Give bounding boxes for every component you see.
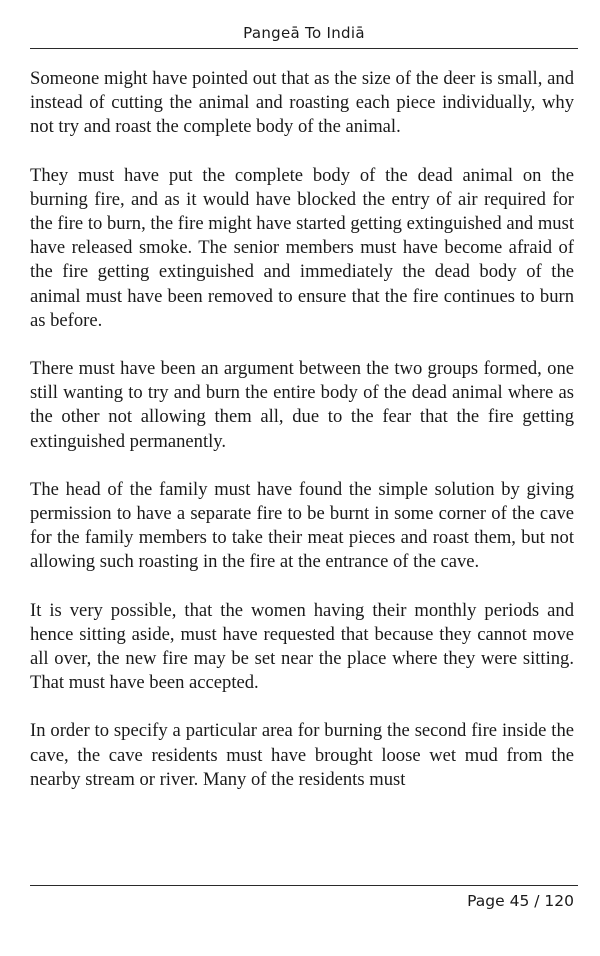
paragraph: In order to specify a particular area for burning the second fire inside the cave, the cave residents must have brought loose wet mud from the nearby stream or river. Many of the residents must [30,720,574,790]
paragraph: They must have put the complete body of the dead animal on the burning fire, and as it would have blocked the entry of air required for the fire to burn, the fire might have started getting extinguished and must have released smoke. The senior members must have become afraid of the fire getting extinguished and immediately the dead body of the animal must have been removed to ensure that the fire continues to burn as before. [30,164,574,331]
paragraph: There must have been an argument between the two groups formed, one still wanting to try and burn the entire body of the dead animal where as the other not allowing them all, due to the fear that the fire getting extinguished permanently. [30,358,574,452]
page-header [30,22,578,49]
page-number: Page 45 / 120 [467,892,574,910]
paragraph: It is very possible, that the women having their monthly periods and hence sitting aside, must have requested that because they cannot move all over, the new fire may be set near the place where they were sitting. That must have been accepted. [30,599,574,694]
paragraph: The head of the family must have found the simple solution by giving permission to have a separate fire to be burnt in some corner of the cave for the family members to take their meat pieces and roast them, but not allowing such roasting in the fire at the entrance of the cave. [30,478,574,573]
body-text [30,67,574,816]
page-footer [30,885,578,910]
paragraph: Someone might have pointed out that as the size of the deer is small, and instead of cutting the animal and roasting each piece individually, why not try and roast the complete body of the animal. [30,68,574,138]
book-title: Pangeā To Indiā [243,24,365,42]
